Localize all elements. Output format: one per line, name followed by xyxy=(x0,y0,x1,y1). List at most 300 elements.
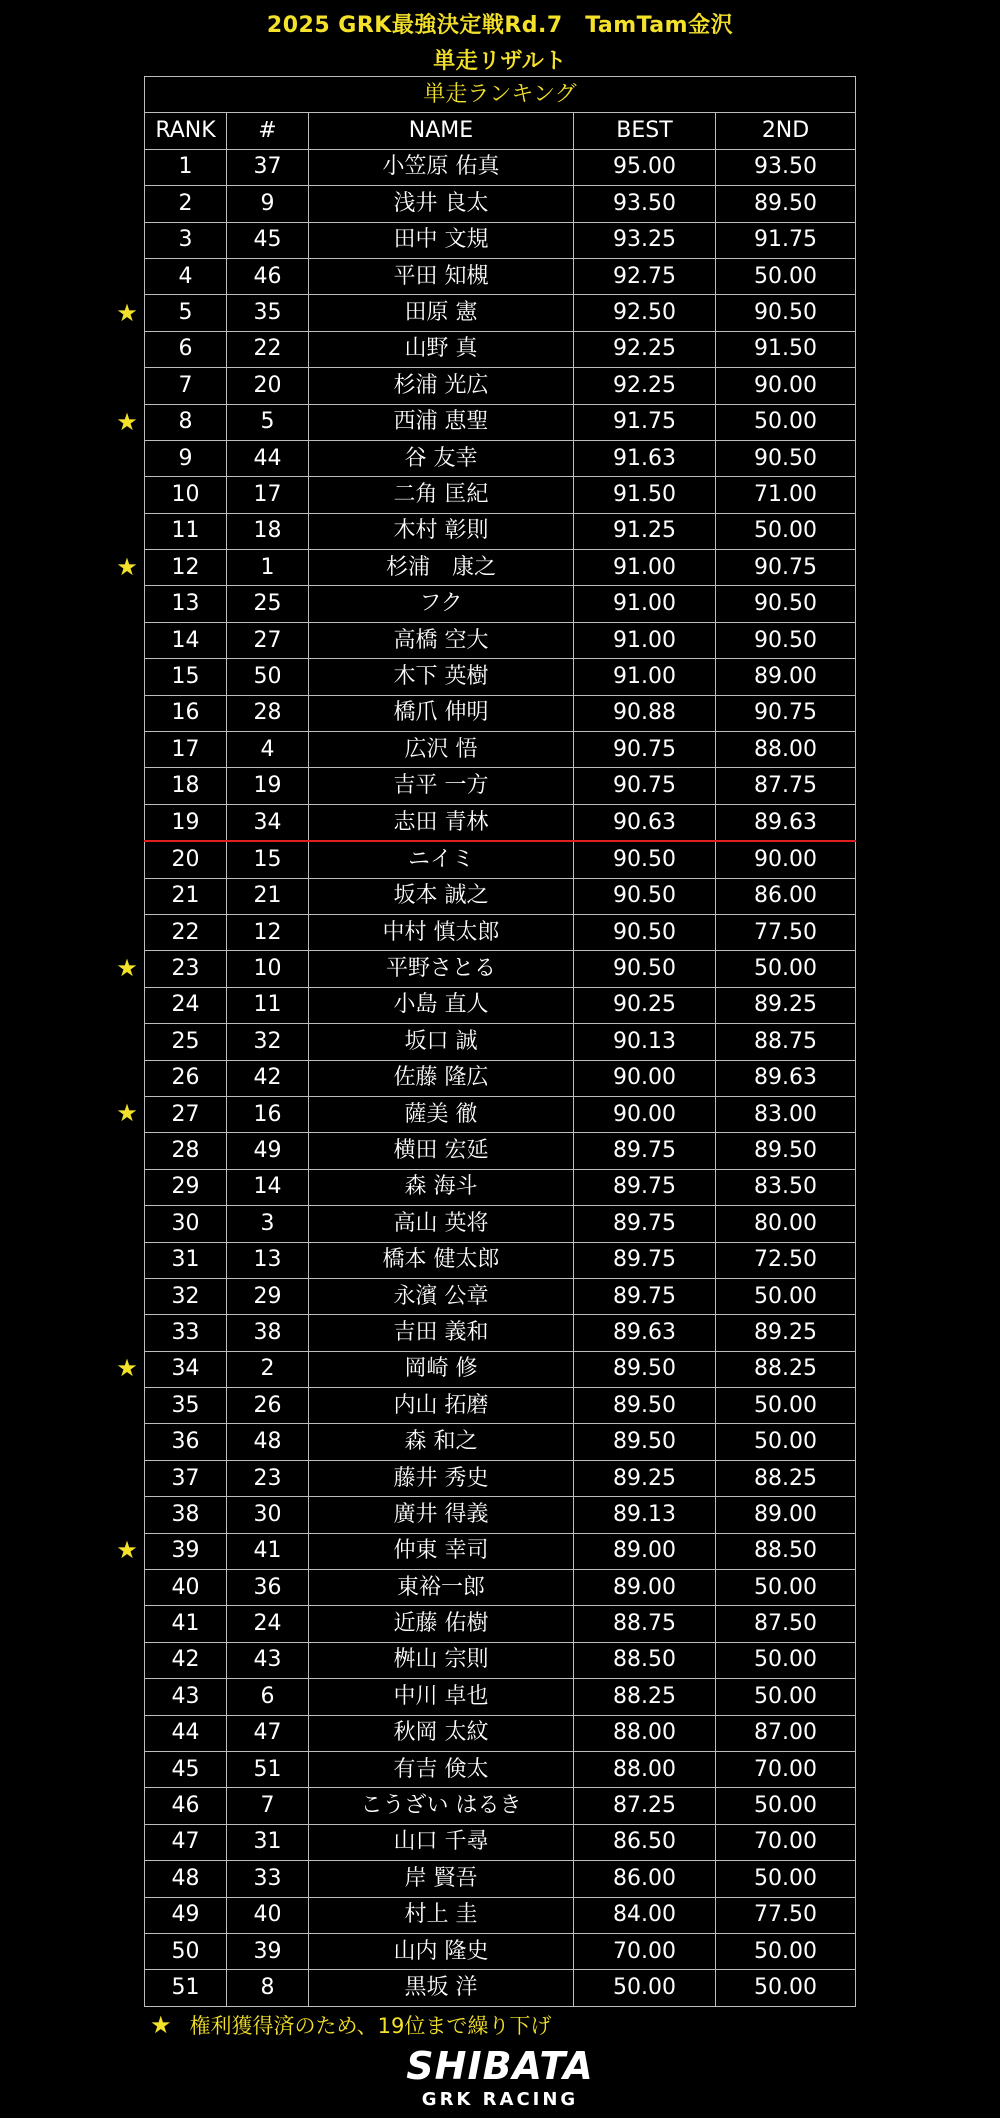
name-cell: 杉浦 光広 xyxy=(309,368,574,404)
star-spacer xyxy=(112,695,142,731)
star-spacer xyxy=(112,1204,142,1240)
number-cell: 25 xyxy=(227,586,309,622)
best-cell: 91.00 xyxy=(574,622,716,658)
column-header-number: # xyxy=(227,113,309,149)
best-cell: 90.13 xyxy=(574,1024,716,1060)
star-spacer xyxy=(112,1750,142,1786)
name-cell: 村上 圭 xyxy=(309,1897,574,1933)
star-spacer xyxy=(112,877,142,913)
name-cell: 岸 賢吾 xyxy=(309,1861,574,1897)
rank-cell: 39 xyxy=(145,1533,227,1569)
number-cell: 22 xyxy=(227,331,309,367)
rank-cell: 49 xyxy=(145,1897,227,1933)
star-spacer xyxy=(112,1677,142,1713)
best-cell: 88.50 xyxy=(574,1642,716,1678)
table-row xyxy=(145,149,856,185)
best-cell: 88.00 xyxy=(574,1715,716,1751)
name-cell: 坂本 誠之 xyxy=(309,878,574,914)
second-cell: 89.25 xyxy=(716,1315,856,1351)
name-cell: 広沢 悟 xyxy=(309,732,574,768)
rank-cell: 34 xyxy=(145,1351,227,1387)
table-row xyxy=(145,1169,856,1205)
star-spacer xyxy=(112,513,142,549)
second-cell: 50.00 xyxy=(716,1278,856,1314)
number-cell: 19 xyxy=(227,768,309,804)
rank-cell: 27 xyxy=(145,1096,227,1132)
sponsor-logo xyxy=(0,2044,1000,2110)
results-table xyxy=(144,76,856,2007)
best-cell: 89.75 xyxy=(574,1278,716,1314)
number-cell: 10 xyxy=(227,951,309,987)
name-cell: 志田 青林 xyxy=(309,804,574,841)
number-cell: 44 xyxy=(227,440,309,476)
second-cell: 88.25 xyxy=(716,1460,856,1496)
name-cell: 田原 憲 xyxy=(309,295,574,331)
rank-cell: 44 xyxy=(145,1715,227,1751)
rank-cell: 26 xyxy=(145,1060,227,1096)
second-cell: 89.63 xyxy=(716,1060,856,1096)
number-cell: 36 xyxy=(227,1570,309,1606)
star-spacer xyxy=(112,258,142,294)
second-cell: 89.63 xyxy=(716,804,856,841)
best-cell: 89.13 xyxy=(574,1497,716,1533)
best-cell: 91.00 xyxy=(574,659,716,695)
number-cell: 43 xyxy=(227,1642,309,1678)
number-cell: 21 xyxy=(227,878,309,914)
name-cell: 黒坂 洋 xyxy=(309,1970,574,2006)
name-cell: 小島 直人 xyxy=(309,987,574,1023)
name-cell: 山野 真 xyxy=(309,331,574,367)
name-cell: 仲東 幸司 xyxy=(309,1533,574,1569)
name-cell: 山内 隆史 xyxy=(309,1933,574,1969)
star-spacer xyxy=(112,1131,142,1167)
star-icon: ★ xyxy=(116,1353,138,1382)
number-cell: 31 xyxy=(227,1824,309,1860)
name-cell: 桝山 宗則 xyxy=(309,1642,574,1678)
number-cell: 34 xyxy=(227,804,309,841)
best-cell: 88.00 xyxy=(574,1751,716,1787)
star-spacer xyxy=(112,585,142,621)
rank-cell: 4 xyxy=(145,258,227,294)
rank-cell: 50 xyxy=(145,1933,227,1969)
column-header-rank: RANK xyxy=(145,113,227,149)
logo-main-text: SHIBATA xyxy=(406,2044,594,2088)
name-cell: 坂口 誠 xyxy=(309,1024,574,1060)
second-cell: 77.50 xyxy=(716,1897,856,1933)
second-cell: 70.00 xyxy=(716,1751,856,1787)
best-cell: 93.50 xyxy=(574,186,716,222)
name-cell: 永濱 公章 xyxy=(309,1278,574,1314)
best-cell: 95.00 xyxy=(574,149,716,185)
ranking-title-row xyxy=(145,77,856,113)
table-row xyxy=(145,1206,856,1242)
table-row xyxy=(145,1751,856,1787)
second-cell: 90.50 xyxy=(716,586,856,622)
table-row xyxy=(145,368,856,404)
second-cell: 83.50 xyxy=(716,1169,856,1205)
footnote-star-icon: ★ xyxy=(150,2011,172,2039)
star-spacer xyxy=(112,1495,142,1531)
best-cell: 90.88 xyxy=(574,695,716,731)
second-cell: 71.00 xyxy=(716,477,856,513)
number-cell: 16 xyxy=(227,1096,309,1132)
table-row xyxy=(145,1460,856,1496)
star-spacer xyxy=(112,1714,142,1750)
number-cell: 33 xyxy=(227,1861,309,1897)
name-cell: 内山 拓磨 xyxy=(309,1388,574,1424)
second-cell: 90.00 xyxy=(716,368,856,404)
table-row xyxy=(145,1060,856,1096)
second-cell: 50.00 xyxy=(716,1388,856,1424)
table-row xyxy=(145,404,856,440)
best-cell: 90.50 xyxy=(574,951,716,987)
star-icon: ★ xyxy=(116,1099,138,1128)
table-row xyxy=(145,477,856,513)
number-cell: 41 xyxy=(227,1533,309,1569)
best-cell: 88.75 xyxy=(574,1606,716,1642)
star-spacer xyxy=(112,622,142,658)
second-cell: 89.00 xyxy=(716,659,856,695)
best-cell: 91.25 xyxy=(574,513,716,549)
column-header-best: BEST xyxy=(574,113,716,149)
star-spacer xyxy=(112,1059,142,1095)
second-cell: 72.50 xyxy=(716,1242,856,1278)
table-row xyxy=(145,440,856,476)
best-cell: 90.25 xyxy=(574,987,716,1023)
second-cell: 50.00 xyxy=(716,1424,856,1460)
table-row xyxy=(145,1096,856,1132)
table-row xyxy=(145,732,856,768)
name-cell: 有吉 倹太 xyxy=(309,1751,574,1787)
best-cell: 89.50 xyxy=(574,1351,716,1387)
table-row xyxy=(145,1970,856,2006)
star-icon: ★ xyxy=(116,298,138,327)
second-cell: 88.00 xyxy=(716,732,856,768)
second-cell: 70.00 xyxy=(716,1824,856,1860)
name-cell: 中村 慎太郎 xyxy=(309,914,574,950)
second-cell: 89.25 xyxy=(716,987,856,1023)
second-cell: 89.00 xyxy=(716,1497,856,1533)
rank-cell: 3 xyxy=(145,222,227,258)
star-spacer xyxy=(112,913,142,949)
best-cell: 90.50 xyxy=(574,841,716,878)
second-cell: 50.00 xyxy=(716,258,856,294)
name-cell: 木村 彰則 xyxy=(309,513,574,549)
best-cell: 92.25 xyxy=(574,368,716,404)
number-cell: 37 xyxy=(227,149,309,185)
star-spacer xyxy=(112,1968,142,2004)
rank-cell: 29 xyxy=(145,1169,227,1205)
name-cell: 高山 英将 xyxy=(309,1206,574,1242)
star-spacer xyxy=(112,1241,142,1277)
table-row xyxy=(145,951,856,987)
number-cell: 17 xyxy=(227,477,309,513)
star-spacer xyxy=(112,476,142,512)
number-cell: 18 xyxy=(227,513,309,549)
column-header-row xyxy=(145,113,856,149)
name-cell: 岡崎 修 xyxy=(309,1351,574,1387)
star-spacer xyxy=(112,1604,142,1640)
second-cell: 88.25 xyxy=(716,1351,856,1387)
name-cell: 吉平 一方 xyxy=(309,768,574,804)
table-row xyxy=(145,804,856,841)
star-spacer xyxy=(112,1786,142,1822)
second-cell: 50.00 xyxy=(716,1679,856,1715)
best-cell: 50.00 xyxy=(574,1970,716,2006)
rank-cell: 22 xyxy=(145,914,227,950)
number-cell: 28 xyxy=(227,695,309,731)
page-subtitle: 単走リザルト xyxy=(433,49,567,74)
rank-cell: 47 xyxy=(145,1824,227,1860)
star-spacer xyxy=(112,1823,142,1859)
best-cell: 92.25 xyxy=(574,331,716,367)
second-cell: 50.00 xyxy=(716,1788,856,1824)
best-cell: 89.75 xyxy=(574,1133,716,1169)
best-cell: 89.50 xyxy=(574,1388,716,1424)
table-row xyxy=(145,513,856,549)
rank-cell: 12 xyxy=(145,550,227,586)
second-cell: 50.00 xyxy=(716,951,856,987)
second-cell: 83.00 xyxy=(716,1096,856,1132)
name-cell: 廣井 得義 xyxy=(309,1497,574,1533)
rank-cell: 17 xyxy=(145,732,227,768)
table-row xyxy=(145,550,856,586)
second-cell: 87.00 xyxy=(716,1715,856,1751)
table-row xyxy=(145,222,856,258)
rank-cell: 24 xyxy=(145,987,227,1023)
rank-cell: 25 xyxy=(145,1024,227,1060)
rank-cell: 45 xyxy=(145,1751,227,1787)
logo-sub-text: GRK RACING xyxy=(421,2089,579,2110)
best-cell: 89.00 xyxy=(574,1570,716,1606)
name-cell: こうざい はるき xyxy=(309,1788,574,1824)
star-spacer xyxy=(112,658,142,694)
table-row xyxy=(145,1642,856,1678)
table-row xyxy=(145,1715,856,1751)
rank-cell: 51 xyxy=(145,1970,227,2006)
best-cell: 84.00 xyxy=(574,1897,716,1933)
rank-cell: 41 xyxy=(145,1606,227,1642)
rank-cell: 14 xyxy=(145,622,227,658)
name-cell: 横田 宏延 xyxy=(309,1133,574,1169)
best-cell: 89.75 xyxy=(574,1169,716,1205)
name-cell: 高橋 空大 xyxy=(309,622,574,658)
number-cell: 48 xyxy=(227,1424,309,1460)
star-column xyxy=(112,76,142,2005)
best-cell: 70.00 xyxy=(574,1933,716,1969)
rank-cell: 23 xyxy=(145,951,227,987)
best-cell: 90.50 xyxy=(574,914,716,950)
name-cell: ニイミ xyxy=(309,841,574,878)
rank-cell: 42 xyxy=(145,1642,227,1678)
star-spacer xyxy=(112,1386,142,1422)
star-spacer xyxy=(112,840,142,876)
second-cell: 50.00 xyxy=(716,1933,856,1969)
star-spacer xyxy=(112,1277,142,1313)
second-cell: 90.50 xyxy=(716,622,856,658)
number-cell: 45 xyxy=(227,222,309,258)
name-cell: 木下 英樹 xyxy=(309,659,574,695)
number-cell: 42 xyxy=(227,1060,309,1096)
name-cell: 東裕一郎 xyxy=(309,1570,574,1606)
star-spacer xyxy=(112,222,142,258)
footnote-text: 権利獲得済のため、19位まで繰り下げ xyxy=(189,2014,552,2038)
rank-cell: 2 xyxy=(145,186,227,222)
star-spacer xyxy=(112,76,142,112)
rank-cell: 15 xyxy=(145,659,227,695)
best-cell: 89.75 xyxy=(574,1206,716,1242)
number-cell: 13 xyxy=(227,1242,309,1278)
name-cell: 森 海斗 xyxy=(309,1169,574,1205)
best-cell: 89.50 xyxy=(574,1424,716,1460)
table-row xyxy=(145,1606,856,1642)
table-row xyxy=(145,1788,856,1824)
rank-cell: 21 xyxy=(145,878,227,914)
number-cell: 49 xyxy=(227,1133,309,1169)
rank-cell: 40 xyxy=(145,1570,227,1606)
rank-cell: 33 xyxy=(145,1315,227,1351)
star-spacer xyxy=(112,112,142,148)
table-row xyxy=(145,1024,856,1060)
best-cell: 89.75 xyxy=(574,1242,716,1278)
best-cell: 91.75 xyxy=(574,404,716,440)
second-cell: 50.00 xyxy=(716,1861,856,1897)
table-row xyxy=(145,768,856,804)
second-cell: 87.50 xyxy=(716,1606,856,1642)
rank-cell: 43 xyxy=(145,1679,227,1715)
star-spacer xyxy=(112,986,142,1022)
best-cell: 92.50 xyxy=(574,295,716,331)
rank-cell: 35 xyxy=(145,1388,227,1424)
name-cell: 平野さとる xyxy=(309,951,574,987)
number-cell: 4 xyxy=(227,732,309,768)
number-cell: 5 xyxy=(227,404,309,440)
rank-cell: 11 xyxy=(145,513,227,549)
name-cell: 西浦 恵聖 xyxy=(309,404,574,440)
best-cell: 89.63 xyxy=(574,1315,716,1351)
column-header-name: NAME xyxy=(309,113,574,149)
rank-cell: 31 xyxy=(145,1242,227,1278)
star-spacer xyxy=(112,731,142,767)
star-spacer xyxy=(112,1859,142,1895)
table-row xyxy=(145,1933,856,1969)
best-cell: 91.50 xyxy=(574,477,716,513)
name-cell: 橋爪 伸明 xyxy=(309,695,574,731)
number-cell: 7 xyxy=(227,1788,309,1824)
number-cell: 50 xyxy=(227,659,309,695)
number-cell: 8 xyxy=(227,1970,309,2006)
table-row xyxy=(145,1533,856,1569)
best-cell: 90.75 xyxy=(574,732,716,768)
second-cell: 88.75 xyxy=(716,1024,856,1060)
name-cell: 佐藤 隆広 xyxy=(309,1060,574,1096)
second-cell: 90.75 xyxy=(716,695,856,731)
name-cell: フク xyxy=(309,586,574,622)
second-cell: 90.50 xyxy=(716,295,856,331)
rank-cell: 36 xyxy=(145,1424,227,1460)
name-cell: 橋本 健太郎 xyxy=(309,1242,574,1278)
table-row xyxy=(145,914,856,950)
best-cell: 91.00 xyxy=(574,586,716,622)
second-cell: 90.75 xyxy=(716,550,856,586)
star-spacer xyxy=(112,1568,142,1604)
number-cell: 35 xyxy=(227,295,309,331)
table-row xyxy=(145,1424,856,1460)
rank-cell: 9 xyxy=(145,440,227,476)
number-cell: 2 xyxy=(227,1351,309,1387)
number-cell: 47 xyxy=(227,1715,309,1751)
number-cell: 30 xyxy=(227,1497,309,1533)
name-cell: 吉田 義和 xyxy=(309,1315,574,1351)
rank-cell: 28 xyxy=(145,1133,227,1169)
best-cell: 86.00 xyxy=(574,1861,716,1897)
footnote xyxy=(150,2010,551,2040)
table-row xyxy=(145,186,856,222)
table-row xyxy=(145,1824,856,1860)
number-cell: 29 xyxy=(227,1278,309,1314)
name-cell: 浅井 良太 xyxy=(309,186,574,222)
rank-cell: 48 xyxy=(145,1861,227,1897)
star-spacer xyxy=(112,185,142,221)
number-cell: 40 xyxy=(227,1897,309,1933)
star-spacer xyxy=(112,1932,142,1968)
table-row xyxy=(145,295,856,331)
star-spacer xyxy=(112,367,142,403)
name-cell: 谷 友幸 xyxy=(309,440,574,476)
rank-cell: 10 xyxy=(145,477,227,513)
rank-cell: 6 xyxy=(145,331,227,367)
name-cell: 田中 文規 xyxy=(309,222,574,258)
number-cell: 24 xyxy=(227,1606,309,1642)
number-cell: 6 xyxy=(227,1679,309,1715)
table-row xyxy=(145,1133,856,1169)
table-row xyxy=(145,695,856,731)
best-cell: 91.00 xyxy=(574,550,716,586)
second-cell: 50.00 xyxy=(716,1970,856,2006)
second-cell: 89.50 xyxy=(716,1133,856,1169)
table-row xyxy=(145,1351,856,1387)
number-cell: 9 xyxy=(227,186,309,222)
name-cell: 小笠原 佑真 xyxy=(309,149,574,185)
star-spacer xyxy=(112,149,142,185)
rank-cell: 38 xyxy=(145,1497,227,1533)
table-row xyxy=(145,1278,856,1314)
number-cell: 27 xyxy=(227,622,309,658)
table-row xyxy=(145,1497,856,1533)
name-cell: 藤井 秀史 xyxy=(309,1460,574,1496)
table-row xyxy=(145,331,856,367)
best-cell: 91.63 xyxy=(574,440,716,476)
star-spacer xyxy=(112,331,142,367)
number-cell: 38 xyxy=(227,1315,309,1351)
number-cell: 23 xyxy=(227,1460,309,1496)
second-cell: 87.75 xyxy=(716,768,856,804)
number-cell: 12 xyxy=(227,914,309,950)
rank-cell: 46 xyxy=(145,1788,227,1824)
number-cell: 46 xyxy=(227,258,309,294)
column-header-2nd: 2ND xyxy=(716,113,856,149)
table-row xyxy=(145,1570,856,1606)
number-cell: 51 xyxy=(227,1751,309,1787)
table-row xyxy=(145,1388,856,1424)
best-cell: 89.25 xyxy=(574,1460,716,1496)
name-cell: 秋岡 太紋 xyxy=(309,1715,574,1751)
number-cell: 15 xyxy=(227,841,309,878)
table-body xyxy=(145,149,856,2006)
second-cell: 89.50 xyxy=(716,186,856,222)
name-cell: 近藤 佑樹 xyxy=(309,1606,574,1642)
table-row xyxy=(145,1315,856,1351)
